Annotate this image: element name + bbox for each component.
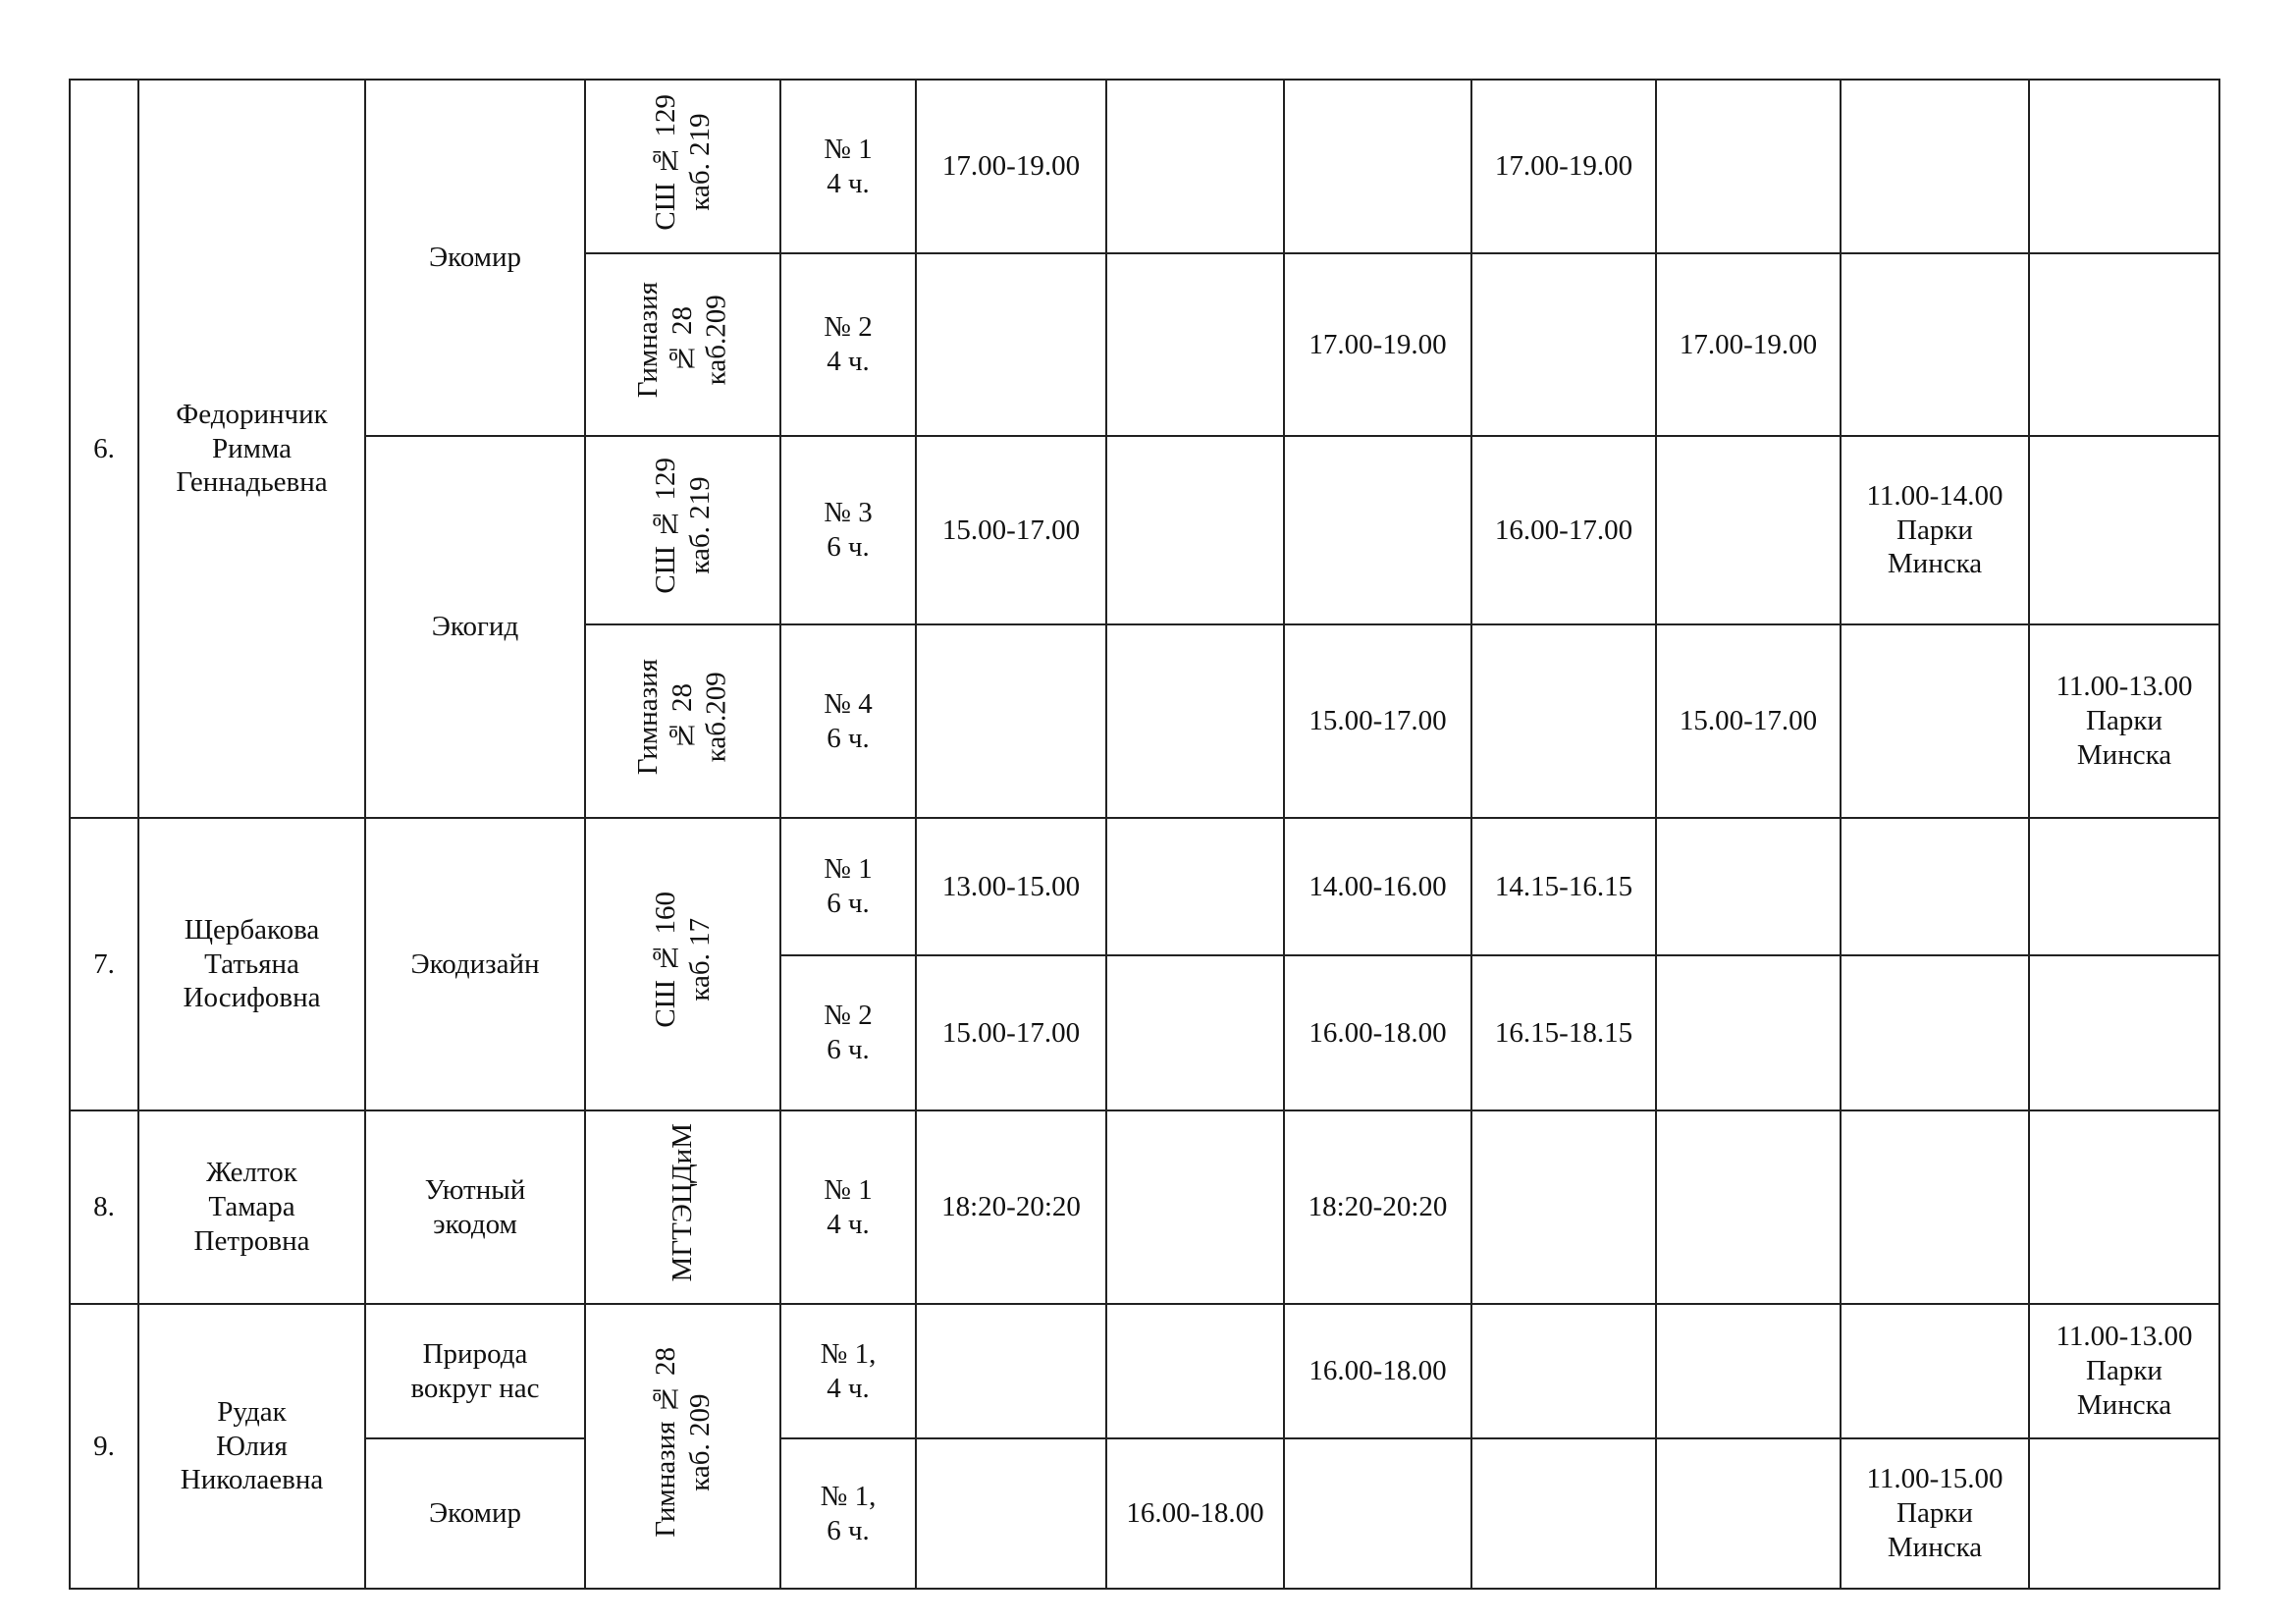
time-slot-line: Минска (2076, 738, 2172, 771)
location-cell: СШ № 129 каб. 219 (585, 80, 780, 253)
time-slot (1284, 80, 1471, 253)
time-slot (2029, 1438, 2219, 1589)
time-slot (916, 1438, 1106, 1589)
row-number: 7. (70, 818, 138, 1110)
time-slot (1656, 1110, 1841, 1304)
time-slot (1656, 955, 1841, 1110)
teacher-name: Щербакова Татьяна Иосифовна (138, 818, 365, 1110)
time-slot-line: 18:20-20:20 (941, 1191, 1081, 1223)
time-slot (916, 80, 1106, 253)
location-cell: СШ № 160 каб. 17 (585, 818, 780, 1110)
time-slot (1841, 253, 2029, 436)
time-slot (1284, 253, 1471, 436)
time-slot (1841, 1304, 2029, 1438)
time-slot (1656, 80, 1841, 253)
location-cell: МГТЭЦДиМ (585, 1110, 780, 1304)
time-slot (1106, 1438, 1284, 1589)
time-slot (1471, 436, 1656, 624)
time-slot (1841, 955, 2029, 1110)
time-slot-line: 16.00-18.00 (1126, 1497, 1264, 1530)
time-slot (2029, 818, 2219, 955)
time-slot-line: 11.00-13.00 (2056, 671, 2193, 703)
group-cell: № 1, 6 ч. (780, 1438, 916, 1589)
table-row (70, 818, 2219, 955)
program-name: Экомир (365, 80, 585, 436)
group-cell: № 4 6 ч. (780, 624, 916, 818)
time-slot (2029, 1110, 2219, 1304)
time-slot (1656, 818, 1841, 955)
time-slot-line: 16.00-18.00 (1308, 1016, 1447, 1049)
row-number: 8. (70, 1110, 138, 1304)
time-slot (1106, 624, 1284, 818)
time-slot (1106, 818, 1284, 955)
time-slot (1106, 1304, 1284, 1438)
program-name: Уютный экодом (365, 1110, 585, 1304)
time-slot (1284, 436, 1471, 624)
group-cell: № 1 4 ч. (780, 80, 916, 253)
teacher-name: Федоринчик Римма Геннадьевна (138, 80, 365, 818)
time-slot-line: 15.00-17.00 (941, 1016, 1081, 1049)
time-slot (1284, 624, 1471, 818)
group-cell: № 1 6 ч. (780, 818, 916, 955)
time-slot (1106, 253, 1284, 436)
group-cell: № 2 6 ч. (780, 955, 916, 1110)
table-row (70, 1110, 2219, 1304)
time-slot-line: 15.00-17.00 (1308, 705, 1447, 737)
time-slot (1656, 624, 1841, 818)
time-slot (916, 436, 1106, 624)
location-cell: Гимназия № 28 каб. 209 (585, 1304, 780, 1589)
time-slot-line: 13.00-15.00 (941, 870, 1081, 902)
time-slot (2029, 436, 2219, 624)
time-slot (916, 818, 1106, 955)
time-slot (1471, 1304, 1656, 1438)
time-slot (1841, 80, 2029, 253)
row-number: 9. (70, 1304, 138, 1589)
table-row (70, 1304, 2219, 1438)
time-slot-line: 11.00-14.00 (1866, 479, 2003, 512)
time-slot (1841, 624, 2029, 818)
time-slot (1656, 1438, 1841, 1589)
schedule-table (69, 79, 2220, 1590)
teacher-name: Рудак Юлия Николаевна (138, 1304, 365, 1589)
table-row (70, 436, 2219, 624)
group-cell: № 3 6 ч. (780, 436, 916, 624)
time-slot (1656, 436, 1841, 624)
time-slot-line: Парки (2086, 705, 2163, 737)
table-row (70, 1438, 2219, 1589)
time-slot (1471, 253, 1656, 436)
teacher-name: Желток Тамара Петровна (138, 1110, 365, 1304)
location-cell: Гимназия № 28 каб.209 (585, 253, 780, 436)
time-slot (1284, 955, 1471, 1110)
row-number: 6. (70, 80, 138, 818)
time-slot-line: 16.00-17.00 (1494, 514, 1633, 546)
time-slot-line: 17.00-19.00 (941, 150, 1081, 183)
time-slot (1471, 955, 1656, 1110)
program-name: Природа вокруг нас (365, 1304, 585, 1438)
time-slot (1106, 1110, 1284, 1304)
program-name: Экодизайн (365, 818, 585, 1110)
group-cell: № 2 4 ч. (780, 253, 916, 436)
time-slot (916, 1304, 1106, 1438)
time-slot-line: Парки (1896, 1497, 1973, 1530)
program-name: Экомир (365, 1438, 585, 1589)
time-slot (2029, 80, 2219, 253)
time-slot (1106, 80, 1284, 253)
time-slot (2029, 253, 2219, 436)
time-slot (916, 624, 1106, 818)
time-slot-line: 17.00-19.00 (1494, 150, 1633, 183)
time-slot (1656, 1304, 1841, 1438)
time-slot (1841, 436, 2029, 624)
group-cell: № 1 4 ч. (780, 1110, 916, 1304)
group-cell: № 1, 4 ч. (780, 1304, 916, 1438)
time-slot (1284, 1110, 1471, 1304)
time-slot-line: 11.00-13.00 (2056, 1321, 2193, 1353)
time-slot-line: 15.00-17.00 (941, 514, 1081, 546)
time-slot (1841, 1438, 2029, 1589)
time-slot-line: 16.15-18.15 (1494, 1016, 1633, 1049)
time-slot-line: 17.00-19.00 (1308, 328, 1447, 360)
time-slot-line: Парки (2086, 1355, 2163, 1387)
time-slot (1471, 624, 1656, 818)
time-slot-line: Минска (1887, 1531, 1983, 1563)
time-slot (1106, 955, 1284, 1110)
time-slot (1471, 80, 1656, 253)
time-slot (1284, 1304, 1471, 1438)
time-slot (1471, 1438, 1656, 1589)
time-slot-line: Парки (1896, 514, 1973, 546)
time-slot (2029, 955, 2219, 1110)
time-slot (1841, 1110, 2029, 1304)
time-slot (916, 955, 1106, 1110)
table-row (70, 80, 2219, 253)
time-slot (1656, 253, 1841, 436)
time-slot-line: Минска (2076, 1388, 2172, 1421)
time-slot-line: 15.00-17.00 (1679, 705, 1818, 737)
time-slot (2029, 624, 2219, 818)
time-slot-line: 18:20-20:20 (1308, 1191, 1448, 1223)
program-name: Экогид (365, 436, 585, 818)
time-slot (1284, 818, 1471, 955)
time-slot (1841, 818, 2029, 955)
time-slot (1471, 818, 1656, 955)
time-slot-line: 14.15-16.15 (1494, 870, 1633, 902)
location-cell: Гимназия № 28 каб.209 (585, 624, 780, 818)
time-slot-line: 16.00-18.00 (1308, 1355, 1447, 1387)
time-slot (1471, 1110, 1656, 1304)
time-slot-line: Минска (1887, 548, 1983, 580)
time-slot (1106, 436, 1284, 624)
time-slot-line: 17.00-19.00 (1679, 328, 1818, 360)
time-slot (1284, 1438, 1471, 1589)
time-slot (916, 1110, 1106, 1304)
time-slot (916, 253, 1106, 436)
time-slot (2029, 1304, 2219, 1438)
location-cell: СШ № 129 каб. 219 (585, 436, 780, 624)
time-slot-line: 11.00-15.00 (1866, 1463, 2003, 1495)
time-slot-line: 14.00-16.00 (1308, 870, 1447, 902)
